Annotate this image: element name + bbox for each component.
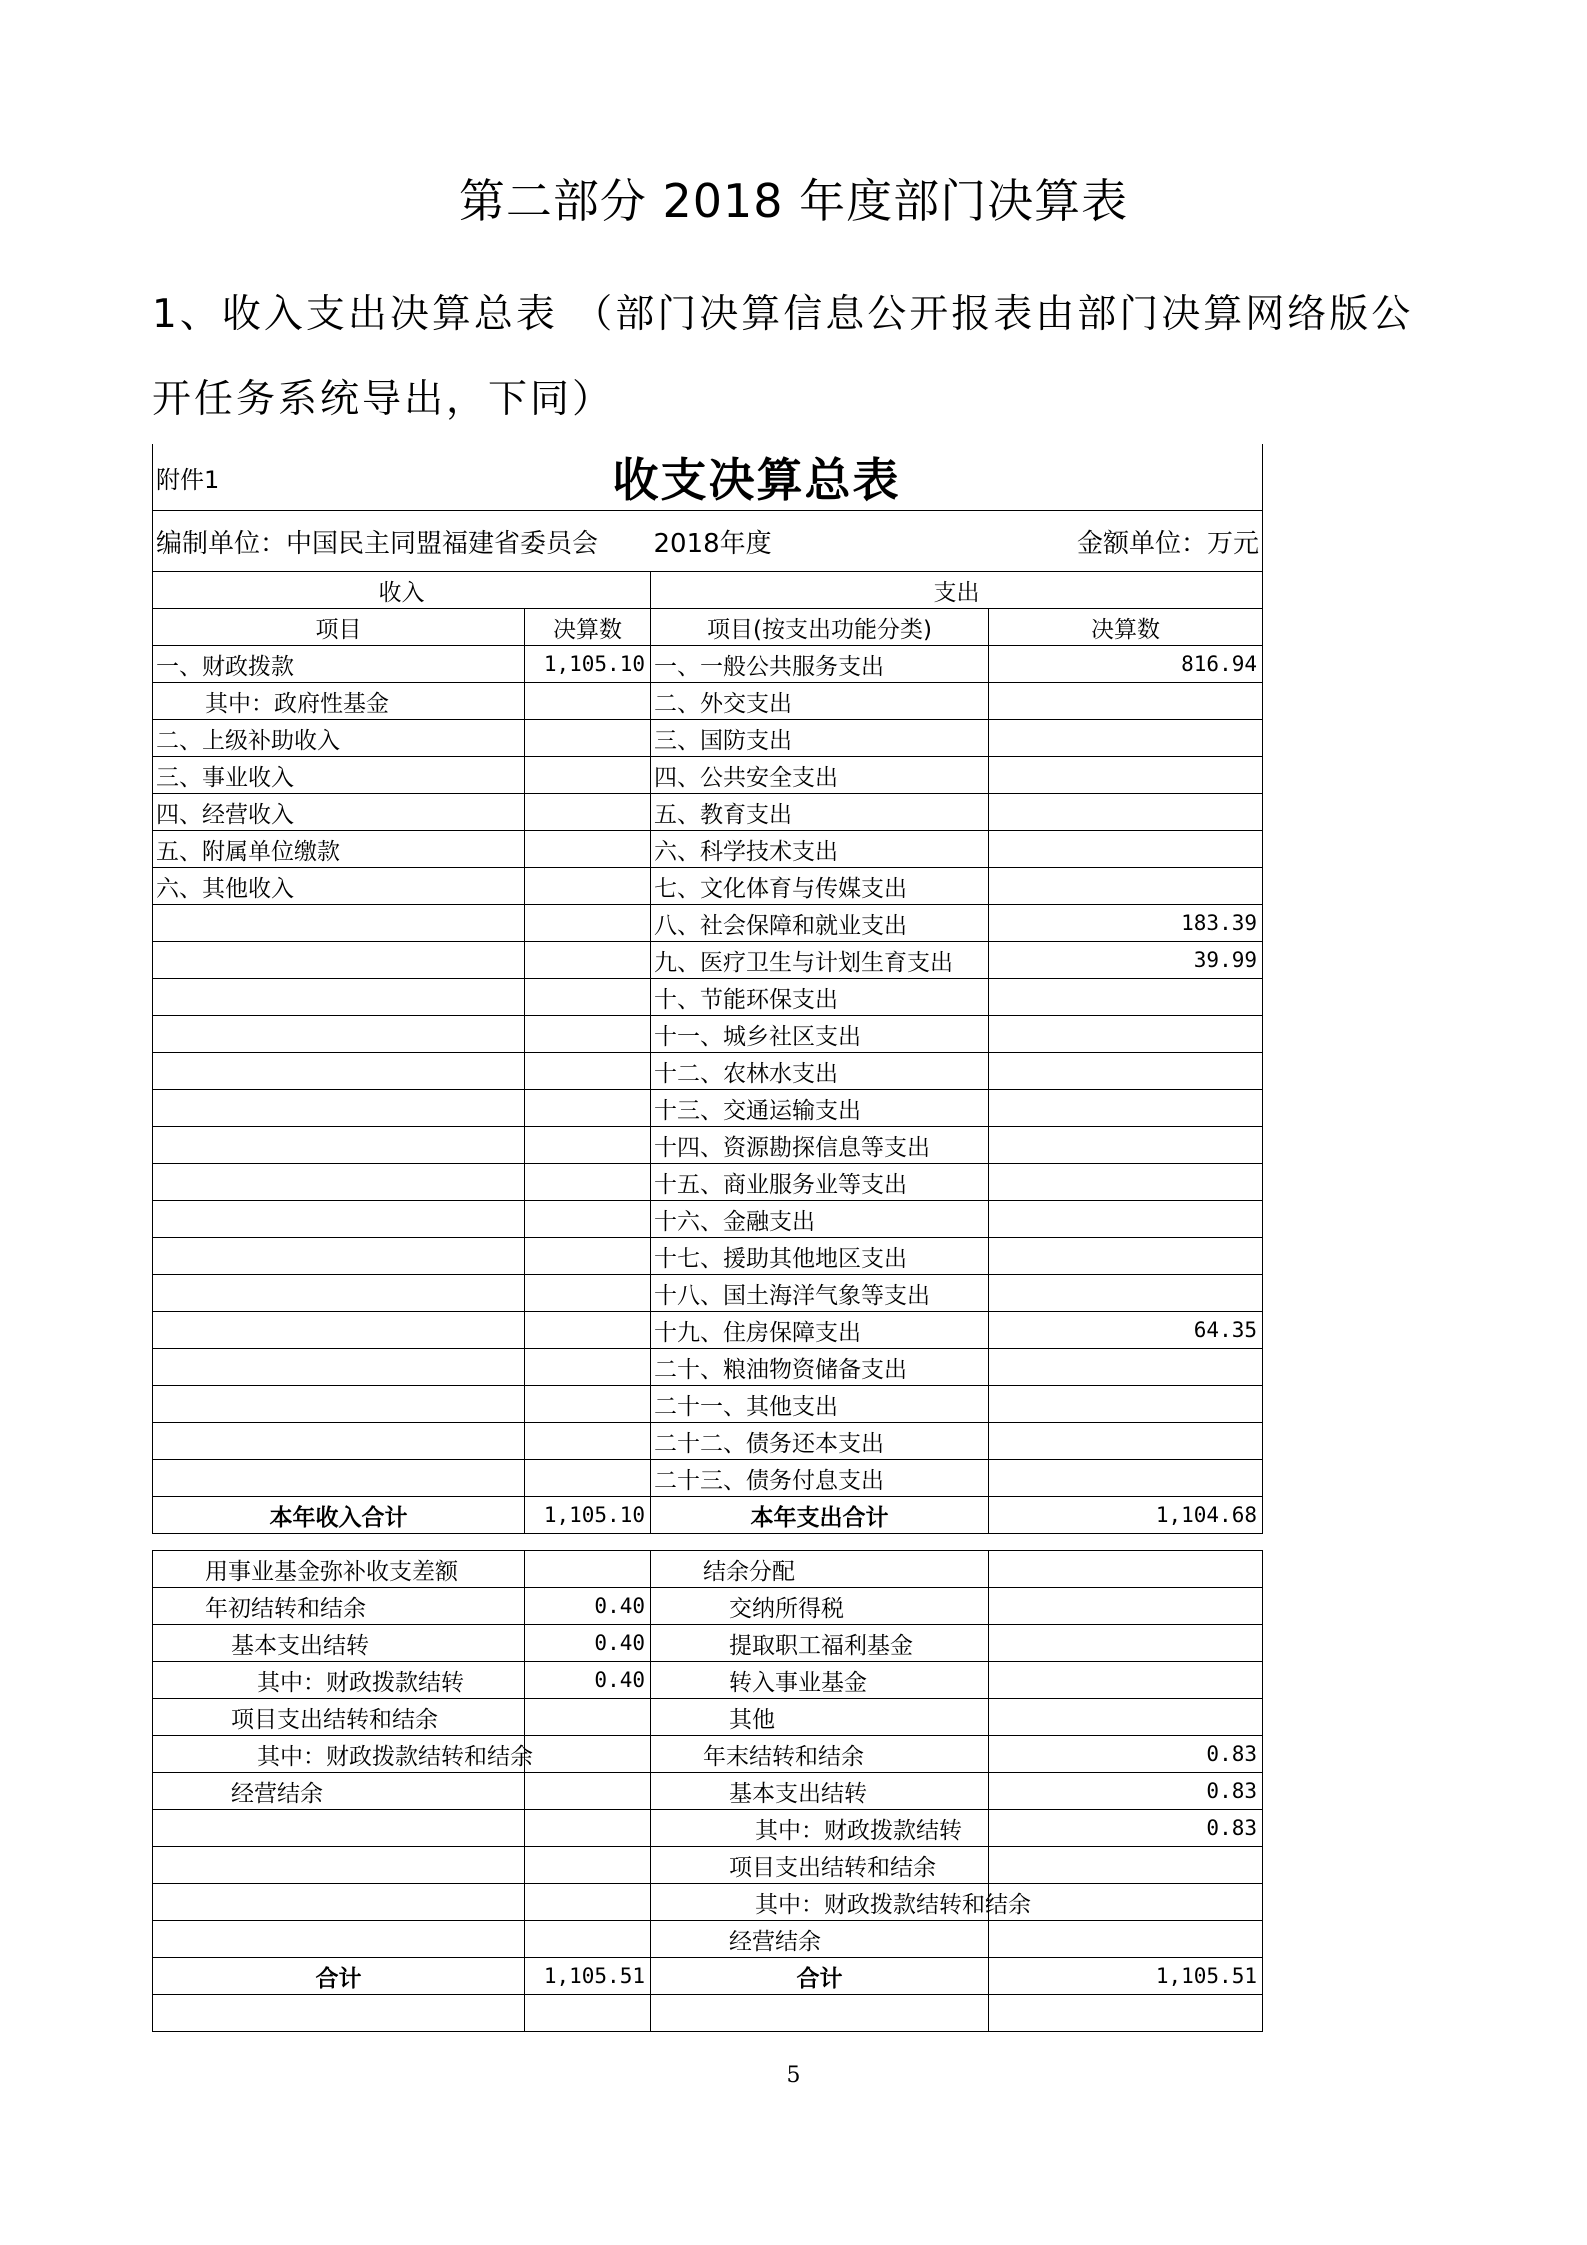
income-item bbox=[153, 1090, 525, 1127]
income-amount bbox=[525, 1884, 651, 1921]
expense-item: 基本支出结转 bbox=[651, 1773, 989, 1810]
table-blank-row bbox=[153, 1995, 1263, 2032]
grand-total-row bbox=[153, 1958, 1263, 1995]
expense-amount bbox=[989, 1349, 1263, 1386]
page-number: 5 bbox=[786, 2063, 801, 2088]
expense-item: 其他 bbox=[651, 1699, 989, 1736]
income-amount bbox=[525, 1090, 651, 1127]
income-item bbox=[153, 1921, 525, 1958]
year-income-total: 1,105.10 bbox=[525, 1497, 651, 1534]
table-row bbox=[153, 942, 1263, 979]
compiling-unit: 编制单位：中国民主同盟福建省委员会 bbox=[153, 511, 651, 572]
expense-amount bbox=[989, 1386, 1263, 1423]
income-amount bbox=[525, 905, 651, 942]
expense-item: 十七、援助其他地区支出 bbox=[651, 1238, 989, 1275]
income-amount bbox=[525, 1773, 651, 1810]
year-expense-total: 1,104.68 bbox=[989, 1497, 1263, 1534]
expense-item: 六、科学技术支出 bbox=[651, 831, 989, 868]
expense-amount bbox=[989, 1625, 1263, 1662]
income-item bbox=[153, 1164, 525, 1201]
income-amount bbox=[525, 1053, 651, 1090]
expense-item: 十九、住房保障支出 bbox=[651, 1312, 989, 1349]
table-row bbox=[153, 1884, 1263, 1921]
income-item bbox=[153, 1275, 525, 1312]
income-amount bbox=[525, 1810, 651, 1847]
expense-amount bbox=[989, 1423, 1263, 1460]
expense-item: 转入事业基金 bbox=[651, 1662, 989, 1699]
income-amount: 1,105.10 bbox=[525, 646, 651, 683]
expense-item: 年末结转和结余 bbox=[651, 1736, 989, 1773]
expense-amount bbox=[989, 1127, 1263, 1164]
income-amount bbox=[525, 757, 651, 794]
table-row bbox=[153, 1275, 1263, 1312]
table-row bbox=[153, 1460, 1263, 1497]
expense-amount bbox=[989, 757, 1263, 794]
table-row bbox=[153, 1662, 1263, 1699]
income-amount bbox=[525, 1238, 651, 1275]
table-row bbox=[153, 720, 1263, 757]
income-item bbox=[153, 905, 525, 942]
expense-item: 五、教育支出 bbox=[651, 794, 989, 831]
table-row bbox=[153, 979, 1263, 1016]
income-amount bbox=[525, 1386, 651, 1423]
expense-item: 结余分配 bbox=[651, 1551, 989, 1588]
income-item: 项目支出结转和结余 bbox=[153, 1699, 525, 1736]
income-expense-summary-table bbox=[152, 444, 1262, 2032]
income-amount bbox=[525, 1201, 651, 1238]
expense-item: 其中：财政拨款结转和结余 bbox=[651, 1884, 989, 1921]
income-amount bbox=[525, 1736, 651, 1773]
expense-amount bbox=[989, 1164, 1263, 1201]
expense-item: 七、文化体育与传媒支出 bbox=[651, 868, 989, 905]
expense-item: 十、节能环保支出 bbox=[651, 979, 989, 1016]
table-row bbox=[153, 1773, 1263, 1810]
expense-amount: 816.94 bbox=[989, 646, 1263, 683]
income-header: 收入 bbox=[153, 572, 651, 609]
income-amount bbox=[525, 868, 651, 905]
table-meta-row bbox=[153, 511, 1263, 572]
income-item: 其中：政府性基金 bbox=[153, 683, 525, 720]
column-header-row bbox=[153, 609, 1263, 646]
expense-item: 三、国防支出 bbox=[651, 720, 989, 757]
expense-item: 四、公共安全支出 bbox=[651, 757, 989, 794]
table-row bbox=[153, 794, 1263, 831]
income-amount bbox=[525, 1460, 651, 1497]
income-item: 年初结转和结余 bbox=[153, 1588, 525, 1625]
expense-amount bbox=[989, 1662, 1263, 1699]
expense-amount bbox=[989, 1460, 1263, 1497]
grand-expense-total: 1,105.51 bbox=[989, 1958, 1263, 1995]
income-item bbox=[153, 1810, 525, 1847]
table-row bbox=[153, 1201, 1263, 1238]
expense-item: 十八、国土海洋气象等支出 bbox=[651, 1275, 989, 1312]
table-row bbox=[153, 1053, 1263, 1090]
table-row bbox=[153, 905, 1263, 942]
expense-amount bbox=[989, 1551, 1263, 1588]
income-amount bbox=[525, 831, 651, 868]
table-row bbox=[153, 1810, 1263, 1847]
expense-amount bbox=[989, 1053, 1263, 1090]
table-gap bbox=[153, 1534, 1263, 1551]
expense-item: 八、社会保障和就业支出 bbox=[651, 905, 989, 942]
expense-item: 交纳所得税 bbox=[651, 1588, 989, 1625]
year-total-row bbox=[153, 1497, 1263, 1534]
expense-item: 经营结余 bbox=[651, 1921, 989, 1958]
income-amount bbox=[525, 683, 651, 720]
col-expense-item-header: 项目(按支出功能分类) bbox=[651, 609, 989, 646]
table-row bbox=[153, 1625, 1263, 1662]
table-row bbox=[153, 1423, 1263, 1460]
income-item bbox=[153, 1053, 525, 1090]
grand-expense-total-label: 合计 bbox=[651, 1958, 989, 1995]
expense-amount: 183.39 bbox=[989, 905, 1263, 942]
income-amount bbox=[525, 1016, 651, 1053]
amount-unit: 金额单位：万元 bbox=[989, 511, 1263, 572]
income-amount bbox=[525, 1312, 651, 1349]
expense-header: 支出 bbox=[651, 572, 1263, 609]
expense-item: 项目支出结转和结余 bbox=[651, 1847, 989, 1884]
income-item bbox=[153, 942, 525, 979]
income-amount bbox=[525, 1847, 651, 1884]
income-item bbox=[153, 1127, 525, 1164]
table-row bbox=[153, 1736, 1263, 1773]
income-amount bbox=[525, 1275, 651, 1312]
income-amount bbox=[525, 720, 651, 757]
table-row bbox=[153, 1921, 1263, 1958]
expense-item: 二十一、其他支出 bbox=[651, 1386, 989, 1423]
expense-item: 十四、资源勘探信息等支出 bbox=[651, 1127, 989, 1164]
grand-income-total: 1,105.51 bbox=[525, 1958, 651, 1995]
table-row bbox=[153, 1016, 1263, 1053]
income-amount bbox=[525, 1921, 651, 1958]
expense-item: 十六、金融支出 bbox=[651, 1201, 989, 1238]
income-amount bbox=[525, 794, 651, 831]
income-item bbox=[153, 1884, 525, 1921]
expense-amount bbox=[989, 1921, 1263, 1958]
expense-amount: 39.99 bbox=[989, 942, 1263, 979]
table-row bbox=[153, 1312, 1263, 1349]
income-amount bbox=[525, 1349, 651, 1386]
income-item bbox=[153, 979, 525, 1016]
expense-amount bbox=[989, 868, 1263, 905]
income-item bbox=[153, 1016, 525, 1053]
expense-item: 其中：财政拨款结转 bbox=[651, 1810, 989, 1847]
expense-amount bbox=[989, 683, 1263, 720]
col-item-header: 项目 bbox=[153, 609, 525, 646]
expense-item: 二十二、债务还本支出 bbox=[651, 1423, 989, 1460]
table-row bbox=[153, 683, 1263, 720]
income-item: 基本支出结转 bbox=[153, 1625, 525, 1662]
income-item: 五、附属单位缴款 bbox=[153, 831, 525, 868]
table-row bbox=[153, 1164, 1263, 1201]
table-row bbox=[153, 1588, 1263, 1625]
income-amount bbox=[525, 1699, 651, 1736]
expense-item: 十三、交通运输支出 bbox=[651, 1090, 989, 1127]
report-year: 2018年度 bbox=[651, 511, 989, 572]
expense-amount bbox=[989, 1847, 1263, 1884]
table-row bbox=[153, 1349, 1263, 1386]
income-item: 用事业基金弥补收支差额 bbox=[153, 1551, 525, 1588]
col-expense-amount-header: 决算数 bbox=[989, 609, 1263, 646]
expense-item: 十五、商业服务业等支出 bbox=[651, 1164, 989, 1201]
income-item: 三、事业收入 bbox=[153, 757, 525, 794]
income-item: 四、经营收入 bbox=[153, 794, 525, 831]
table-title: 收支决算总表 bbox=[612, 453, 901, 507]
expense-amount bbox=[989, 1090, 1263, 1127]
grand-total-label: 合计 bbox=[153, 1958, 525, 1995]
expense-amount bbox=[989, 1588, 1263, 1625]
table-title-row bbox=[153, 444, 1263, 511]
expense-item: 十二、农林水支出 bbox=[651, 1053, 989, 1090]
income-item: 经营结余 bbox=[153, 1773, 525, 1810]
table-row bbox=[153, 1699, 1263, 1736]
expense-amount bbox=[989, 979, 1263, 1016]
income-item bbox=[153, 1386, 525, 1423]
table-row bbox=[153, 1386, 1263, 1423]
table-row bbox=[153, 1847, 1263, 1884]
page-heading: 第二部分 2018 年度部门决算表 bbox=[458, 174, 1129, 228]
income-item bbox=[153, 1847, 525, 1884]
income-item bbox=[153, 1423, 525, 1460]
income-item: 一、财政拨款 bbox=[153, 646, 525, 683]
expense-amount: 0.83 bbox=[989, 1773, 1263, 1810]
attachment-label: 附件1 bbox=[153, 444, 525, 511]
expense-amount bbox=[989, 1275, 1263, 1312]
expense-item: 二、外交支出 bbox=[651, 683, 989, 720]
expense-item: 二十、粮油物资储备支出 bbox=[651, 1349, 989, 1386]
table-row bbox=[153, 831, 1263, 868]
expense-item: 九、医疗卫生与计划生育支出 bbox=[651, 942, 989, 979]
income-item bbox=[153, 1238, 525, 1275]
expense-amount bbox=[989, 1699, 1263, 1736]
expense-amount: 0.83 bbox=[989, 1810, 1263, 1847]
expense-amount bbox=[989, 794, 1263, 831]
table-row bbox=[153, 1238, 1263, 1275]
expense-item: 二十三、债务付息支出 bbox=[651, 1460, 989, 1497]
income-amount: 0.40 bbox=[525, 1588, 651, 1625]
table-row bbox=[153, 646, 1263, 683]
expense-amount bbox=[989, 1201, 1263, 1238]
income-amount bbox=[525, 1127, 651, 1164]
expense-amount bbox=[989, 1016, 1263, 1053]
income-amount bbox=[525, 1551, 651, 1588]
expense-amount bbox=[989, 1238, 1263, 1275]
table-row bbox=[153, 757, 1263, 794]
income-item: 二、上级补助收入 bbox=[153, 720, 525, 757]
year-income-total-label: 本年收入合计 bbox=[153, 1497, 525, 1534]
income-item: 六、其他收入 bbox=[153, 868, 525, 905]
income-amount: 0.40 bbox=[525, 1625, 651, 1662]
income-item bbox=[153, 1349, 525, 1386]
table-row bbox=[153, 1090, 1263, 1127]
expense-item: 提取职工福利基金 bbox=[651, 1625, 989, 1662]
expense-amount: 64.35 bbox=[989, 1312, 1263, 1349]
income-item: 其中：财政拨款结转 bbox=[153, 1662, 525, 1699]
table-row bbox=[153, 1127, 1263, 1164]
expense-amount bbox=[989, 831, 1263, 868]
expense-amount bbox=[989, 720, 1263, 757]
income-item bbox=[153, 1201, 525, 1238]
income-item: 其中：财政拨款结转和结余 bbox=[153, 1736, 525, 1773]
table-row bbox=[153, 868, 1263, 905]
expense-item: 十一、城乡社区支出 bbox=[651, 1016, 989, 1053]
table-row bbox=[153, 1551, 1263, 1588]
income-amount: 0.40 bbox=[525, 1662, 651, 1699]
income-item bbox=[153, 1312, 525, 1349]
col-amount-header: 决算数 bbox=[525, 609, 651, 646]
expense-amount: 0.83 bbox=[989, 1736, 1263, 1773]
expense-item: 一、一般公共服务支出 bbox=[651, 646, 989, 683]
income-amount bbox=[525, 979, 651, 1016]
group-header-row bbox=[153, 572, 1263, 609]
section-title: 1、收入支出决算总表 （部门决算信息公开报表由部门决算网络版公开任务系统导出，下同） bbox=[152, 292, 1414, 422]
income-amount bbox=[525, 1164, 651, 1201]
year-expense-total-label: 本年支出合计 bbox=[651, 1497, 989, 1534]
income-item bbox=[153, 1460, 525, 1497]
income-amount bbox=[525, 1423, 651, 1460]
income-amount bbox=[525, 942, 651, 979]
